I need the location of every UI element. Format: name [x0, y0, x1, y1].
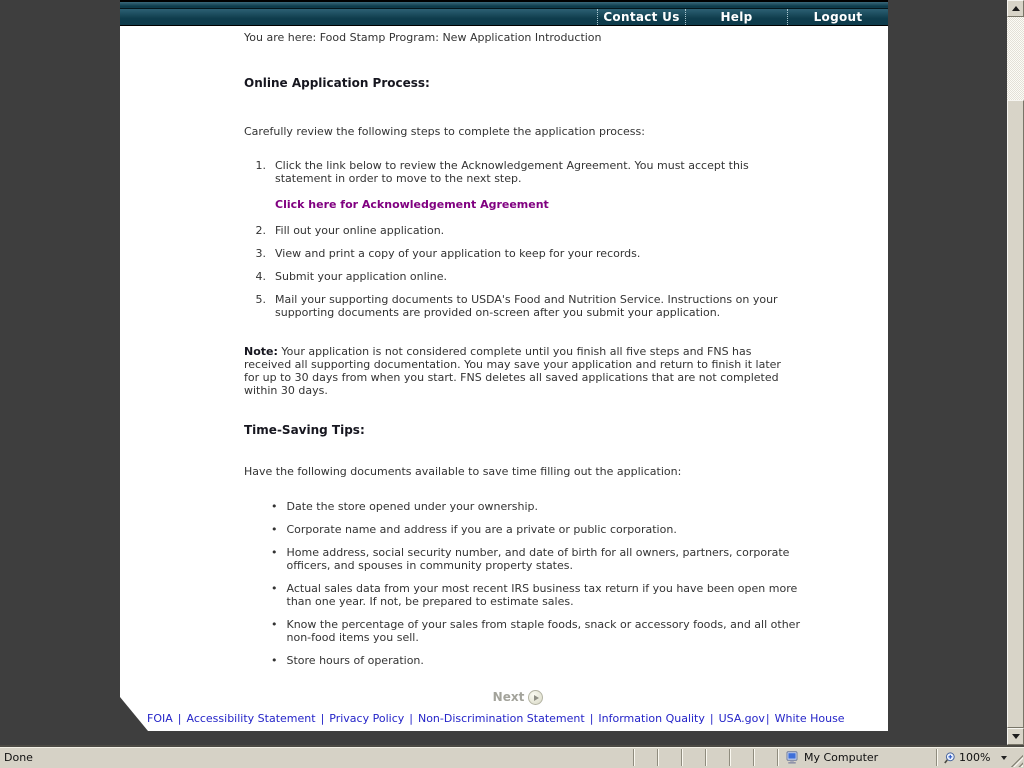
scroll-up-icon	[1012, 6, 1020, 11]
security-zone-label: My Computer	[804, 751, 879, 764]
next-button-label: Next	[492, 690, 525, 704]
bullet-icon: •	[271, 546, 278, 559]
step-text: Submit your application online.	[275, 270, 447, 283]
steps-list	[244, 159, 888, 319]
scroll-down-icon	[1012, 734, 1020, 739]
top-navbar	[120, 9, 888, 26]
footer-link-usagov[interactable]: USA.gov	[718, 712, 765, 725]
footer-separator: |	[765, 712, 770, 725]
nav-logout-label: Logout	[813, 10, 863, 24]
step-number: 3.	[255, 247, 266, 260]
footer-separator: |	[589, 712, 594, 725]
footer-corner-notch	[120, 697, 148, 731]
note-paragraph	[244, 345, 796, 397]
note-text: Your application is not considered complete until you finish all five steps and FNS has received all supporting documentation. You may save your application and return to finish it later for up to 30 days from when you start. FNS deletes all saved applications that are not completed within 30 days.	[244, 345, 781, 397]
page-footer	[120, 706, 888, 731]
step-text: Mail your supporting documents to USDA's Food and Nutrition Service. Instructions on your supporting documents are provided on-screen after you submit your application.	[275, 293, 778, 319]
magnifier-icon	[942, 751, 956, 765]
nav-logout[interactable]	[787, 9, 888, 25]
tip-text: Home address, social security number, and date of birth for all owners, partners, corporate officers, and spouses in community property states.	[286, 546, 790, 572]
step-number: 4.	[255, 270, 266, 283]
footer-separator: |	[709, 712, 714, 725]
note-label: Note:	[244, 345, 278, 358]
status-pane	[681, 749, 705, 766]
next-button-row	[244, 690, 792, 705]
step-item-1	[244, 159, 888, 185]
status-text: Done	[4, 751, 33, 764]
bullet-icon: •	[271, 582, 278, 595]
status-pane	[705, 749, 729, 766]
resize-grip[interactable]	[1009, 753, 1023, 767]
tip-text: Corporate name and address if you are a private or public corporation.	[286, 523, 677, 536]
bullet-icon: •	[271, 654, 278, 667]
step-item-3	[244, 247, 888, 260]
footer-link-accessibility[interactable]: Accessibility Statement	[186, 712, 316, 725]
footer-link-nondiscrimination[interactable]: Non-Discrimination Statement	[417, 712, 585, 725]
tips-list	[244, 500, 888, 667]
footer-link-foia[interactable]: FOIA	[147, 712, 173, 725]
bullet-icon: •	[271, 618, 278, 631]
nav-help-label: Help	[720, 10, 753, 24]
tips-heading: Time-Saving Tips:	[244, 423, 365, 437]
tip-item-4	[244, 582, 888, 608]
tip-text: Actual sales data from your most recent IRS business tax return if you have been open more than one year. If not, be prepared to estimate sales.	[286, 582, 798, 608]
step-text: Click the link below to review the Acknowledgement Agreement. You must accept this statement in order to move to the next step.	[275, 159, 749, 185]
footer-separator: |	[177, 712, 182, 725]
step-number: 1.	[255, 159, 266, 172]
next-arrow-icon	[528, 690, 543, 705]
security-zone-indicator	[777, 749, 935, 766]
intro-text: Carefully review the following steps to complete the application process:	[244, 125, 645, 138]
footer-separator: |	[320, 712, 325, 725]
step-item-2	[244, 224, 888, 237]
step-item-5	[244, 293, 888, 319]
footer-link-information-quality[interactable]: Information Quality	[598, 712, 705, 725]
nav-help[interactable]	[685, 9, 787, 25]
nav-contact-us-label: Contact Us	[603, 10, 680, 24]
step-text: View and print a copy of your application to keep for your records.	[275, 247, 641, 260]
tip-item-5	[244, 618, 888, 644]
next-button[interactable]	[493, 690, 544, 705]
main-content	[120, 26, 888, 705]
tip-text: Date the store opened under your ownership.	[286, 500, 539, 513]
tip-item-3	[244, 546, 888, 572]
zoom-level: 100%	[959, 751, 991, 764]
status-bar	[0, 745, 1024, 768]
footer-links	[120, 706, 888, 725]
my-computer-icon	[785, 751, 799, 765]
acknowledgement-agreement-link[interactable]: Click here for Acknowledgement Agreement	[275, 198, 549, 211]
step-item-4	[244, 270, 888, 283]
footer-link-whitehouse[interactable]: White House	[774, 712, 845, 725]
status-pane	[633, 749, 657, 766]
step-text: Fill out your online application.	[275, 224, 445, 237]
tip-text: Know the percentage of your sales from staple foods, snack or accessory foods, and all other non-food items you sell.	[286, 618, 800, 644]
zoom-control[interactable]	[936, 749, 1008, 766]
zoom-dropdown-arrow-icon[interactable]	[1001, 756, 1007, 760]
breadcrumb: You are here: Food Stamp Program: New Application Introduction	[244, 31, 602, 44]
status-pane	[753, 749, 777, 766]
status-pane	[729, 749, 753, 766]
footer-separator: |	[409, 712, 413, 725]
status-pane	[657, 749, 681, 766]
tip-item-2	[244, 523, 888, 536]
step-number: 5.	[255, 293, 266, 306]
footer-link-privacy[interactable]: Privacy Policy	[329, 712, 405, 725]
tip-text: Store hours of operation.	[286, 654, 424, 667]
scrollbar-thumb[interactable]	[1007, 100, 1024, 728]
status-panes	[633, 749, 777, 766]
page-title: Online Application Process:	[244, 76, 430, 90]
scrollbar-down-button[interactable]	[1007, 728, 1024, 745]
vertical-scrollbar[interactable]	[1007, 0, 1024, 745]
scrollbar-up-button[interactable]	[1007, 0, 1024, 17]
tip-item-6	[244, 654, 888, 667]
bullet-icon: •	[271, 523, 278, 536]
tip-item-1	[244, 500, 888, 513]
page-column	[120, 0, 888, 731]
step-number: 2.	[255, 224, 266, 237]
banner-bottom-strip	[120, 0, 888, 9]
tips-intro: Have the following documents available to save time filling out the application:	[244, 465, 682, 478]
bullet-icon: •	[271, 500, 278, 513]
nav-contact-us[interactable]	[597, 9, 685, 25]
